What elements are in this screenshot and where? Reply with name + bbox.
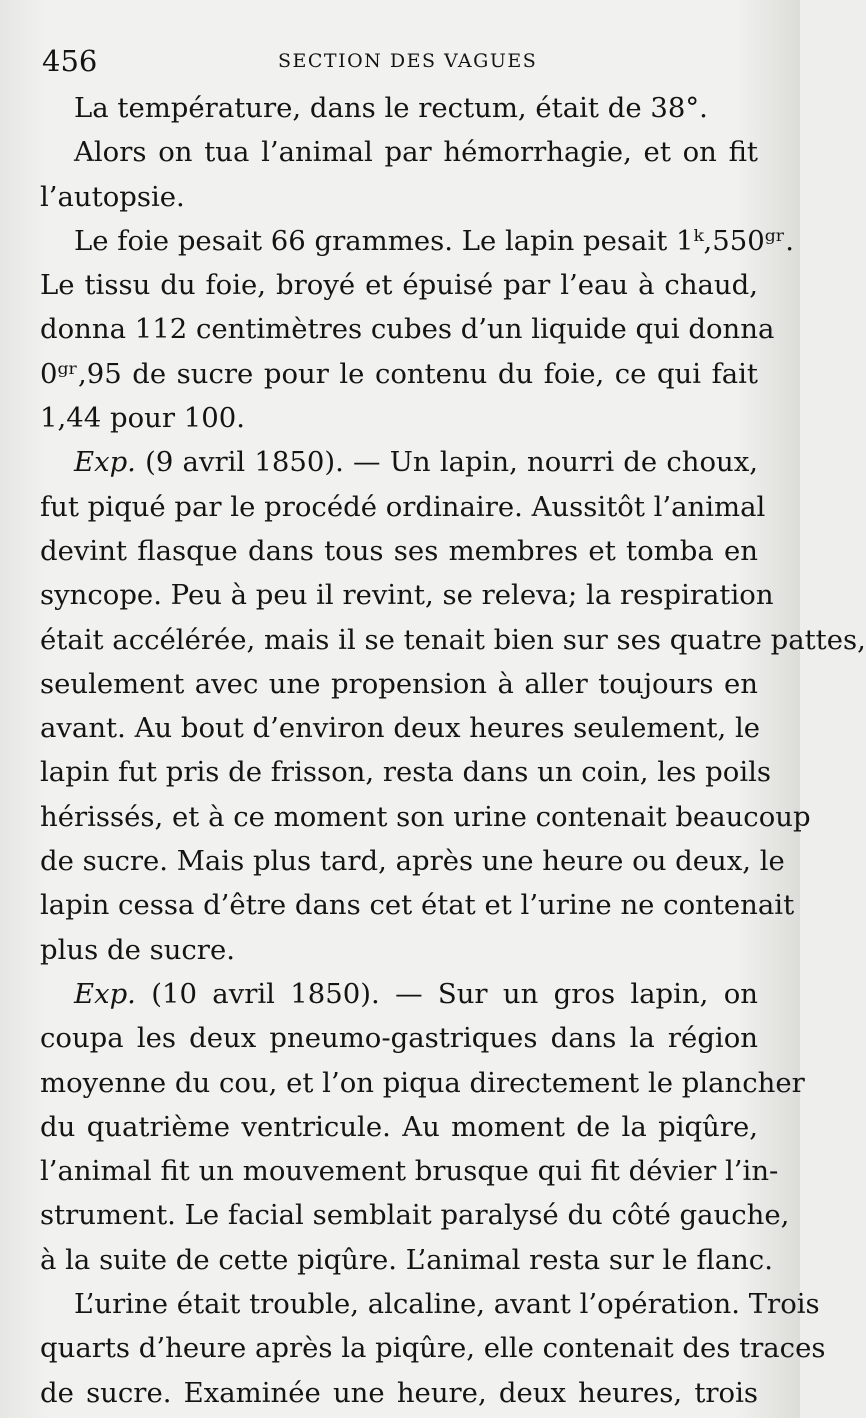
exp-label: Exp. (74, 446, 136, 479)
exp-label: Exp. (74, 977, 136, 1010)
text-line: plus de sucre. (40, 933, 235, 966)
text-line: du quatrième ventricule. Au moment de la piqûre, (40, 1110, 758, 1143)
text-line: lapin fut pris de frisson, resta dans un coin, les poils (40, 756, 772, 789)
text-line: avant. Au bout d’environ deux heures seulement, le (40, 712, 761, 745)
text-line: 1,44 pour 100. (40, 402, 245, 435)
text-line: moyenne du cou, et l’on piqua directement le plancher (40, 1066, 805, 1099)
text-line: lapin cessa d’être dans cet état et l’urine ne contenait (40, 889, 795, 922)
text-line: La température, dans le rectum, était de 38°. (74, 92, 708, 124)
text-line: donna 112 centimètres cubes d’un liquide qui donna (40, 313, 775, 346)
text-line-rest: (10 avril 1850). — Sur un gros lapin, on (151, 977, 758, 1010)
text-line: était accélérée, mais il se tenait bien sur ses quatre pattes, (40, 623, 866, 656)
text-line: l’autopsie. (40, 180, 185, 213)
text-line: fut piqué par le procédé ordinaire. Aussitôt l’animal (40, 490, 766, 523)
text-line: devint flasque dans tous ses membres et tomba en (40, 534, 758, 567)
text-line-rest: (9 avril 1850). — Un lapin, nourri de choux, (145, 446, 758, 479)
text-line: Le foie pesait 66 grammes. Le lapin pesait 1ᵏ,550ᵍʳ. (74, 224, 795, 257)
text-line: syncope. Peu à peu il revint, se releva; la respiration (40, 579, 774, 612)
text-line: à la suite de cette piqûre. L’animal resta sur le flanc. (40, 1243, 773, 1276)
text-line: coupa les deux pneumo-gastriques dans la région (40, 1022, 758, 1055)
exp-paragraph-start (40, 440, 758, 484)
running-head: SECTION DES VAGUES (278, 50, 538, 72)
text-line: de sucre. Examinée une heure, deux heures, trois (40, 1376, 758, 1409)
text-line: Le tissu du foie, broyé et épuisé par l’eau à chaud, (40, 269, 758, 302)
page-header (40, 44, 760, 80)
text-line: L’urine était trouble, alcaline, avant l’opération. Trois (74, 1288, 820, 1321)
text-line: strument. Le facial semblait paralysé du côté gauche, (40, 1199, 790, 1232)
text-line: de sucre. Mais plus tard, après une heure ou deux, le (40, 845, 785, 878)
text-line: Alors on tua l’animal par hémorrhagie, et on fit (74, 136, 758, 169)
text-line: hérissés, et à ce moment son urine contenait beaucoup (40, 800, 811, 833)
text-line: quarts d’heure après la piqûre, elle contenait des traces (40, 1332, 826, 1365)
body-text (40, 86, 866, 1415)
exp-paragraph-start (40, 972, 758, 1016)
page-number: 456 (42, 44, 98, 78)
text-line: 0ᵍʳ,95 de sucre pour le contenu du foie, ce qui fait (40, 357, 758, 390)
text-line: seulement avec une propension à aller toujours en (40, 667, 758, 700)
text-line: l’animal fit un mouvement brusque qui fit dévier l’in- (40, 1155, 779, 1188)
